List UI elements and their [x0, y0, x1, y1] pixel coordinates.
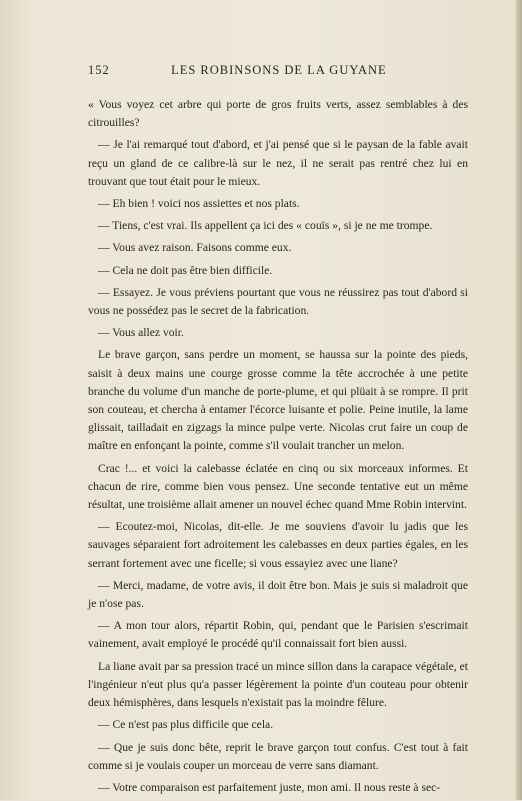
- paragraph: — Vous avez raison. Faisons comme eux.: [98, 241, 292, 255]
- paragraph: — Eh bien ! voici nos assiettes et nos plats.: [98, 197, 300, 211]
- body-text: [88, 96, 468, 801]
- paragraph: — Cela ne doit pas être bien difficile.: [98, 263, 273, 277]
- running-header: [88, 63, 468, 78]
- paragraph: — A mon tour alors, répartit Robin, qui, pendant que le Parisien s'escrimait vainement, avait employé le procédé qu'il connaissait fort bien aussi.: [88, 619, 468, 651]
- running-title: LES ROBINSONS DE LA GUYANE: [171, 63, 387, 77]
- paragraph: — Votre comparaison est parfaitement juste, mon ami. Il nous reste à sec-: [98, 780, 441, 794]
- paragraph: La liane avait par sa pression tracé un mince sillon dans la carapace végétale, et l'ingénieur n'eut plus qu'a passer légèrement la pointe d'un couteau pour obtenir deux hémisphères, dans lesquels n'existait pas la moindre fêlure.: [88, 659, 468, 710]
- paragraph: — Essayez. Je vous préviens pourtant que vous ne réussirez pas tout d'abord si vous ne possédez pas le secret de la fabrication.: [88, 285, 468, 318]
- paragraph: Crac !... et voici la calebasse éclatée en cinq ou six morceaux informes. Et chacun de rire, comme bien vous pensez. Une seconde tentative eut un même résultat, une troisième allait amener un nouvel échec quand Mme Robin intervint.: [88, 461, 468, 512]
- page-edge: [516, 0, 522, 800]
- paragraph: Le brave garçon, sans perdre un moment, se haussa sur la pointe des pieds, saisit à deux mains une courge grosse comme la tête accrochée à une petite branche du volume d'un manche de porte-plume, et qui plüait à se rompre. Il prit son couteau, et chercha à entamer l'écorce luisante et polie. Peine inutile, la lame glissait, tailladait en zigzags la mince pulpe verte. Nicolas crut faire un coup de maître en enfonçant la pointe, comme s'il voulait trancher un melon.: [88, 348, 468, 453]
- paragraph: — Que je suis donc bête, reprit le brave garçon tout confus. C'est tout à fait comme si je voulais couper un morceau de verre sans diamant.: [88, 740, 468, 772]
- paragraph: — Tiens, c'est vrai. Ils appellent ça ici des « couïs », si je ne me trompe.: [98, 219, 433, 233]
- paragraph: — Ecoutez-moi, Nicolas, dit-elle. Je me souviens d'avoir lu jadis que les sauvages séparaient fort adroitement les calebasses en deux parties égales, en les serrant fortement avec une ficelle; si vous essayiez avec une liane?: [88, 520, 468, 570]
- paragraph: — Ce n'est pas plus difficile que cela.: [98, 718, 274, 732]
- paragraph: — Vous allez voir.: [98, 326, 184, 340]
- page-number: 152: [88, 63, 110, 77]
- paragraph: — Je l'ai remarqué tout d'abord, et j'ai pensé que si le paysan de la fable avait reçu un gland de ce calibre-là sur le nez, il ne serait pas rentré chez lui en trouvant que tout était pour le mieux.: [88, 138, 468, 188]
- paragraph: — Merci, madame, de votre avis, il doit être bon. Mais je suis si maladroit que je n'ose pas.: [88, 578, 468, 611]
- paragraph: « Vous voyez cet arbre qui porte de gros fruits verts, assez semblables à des citrouilles?: [88, 98, 468, 130]
